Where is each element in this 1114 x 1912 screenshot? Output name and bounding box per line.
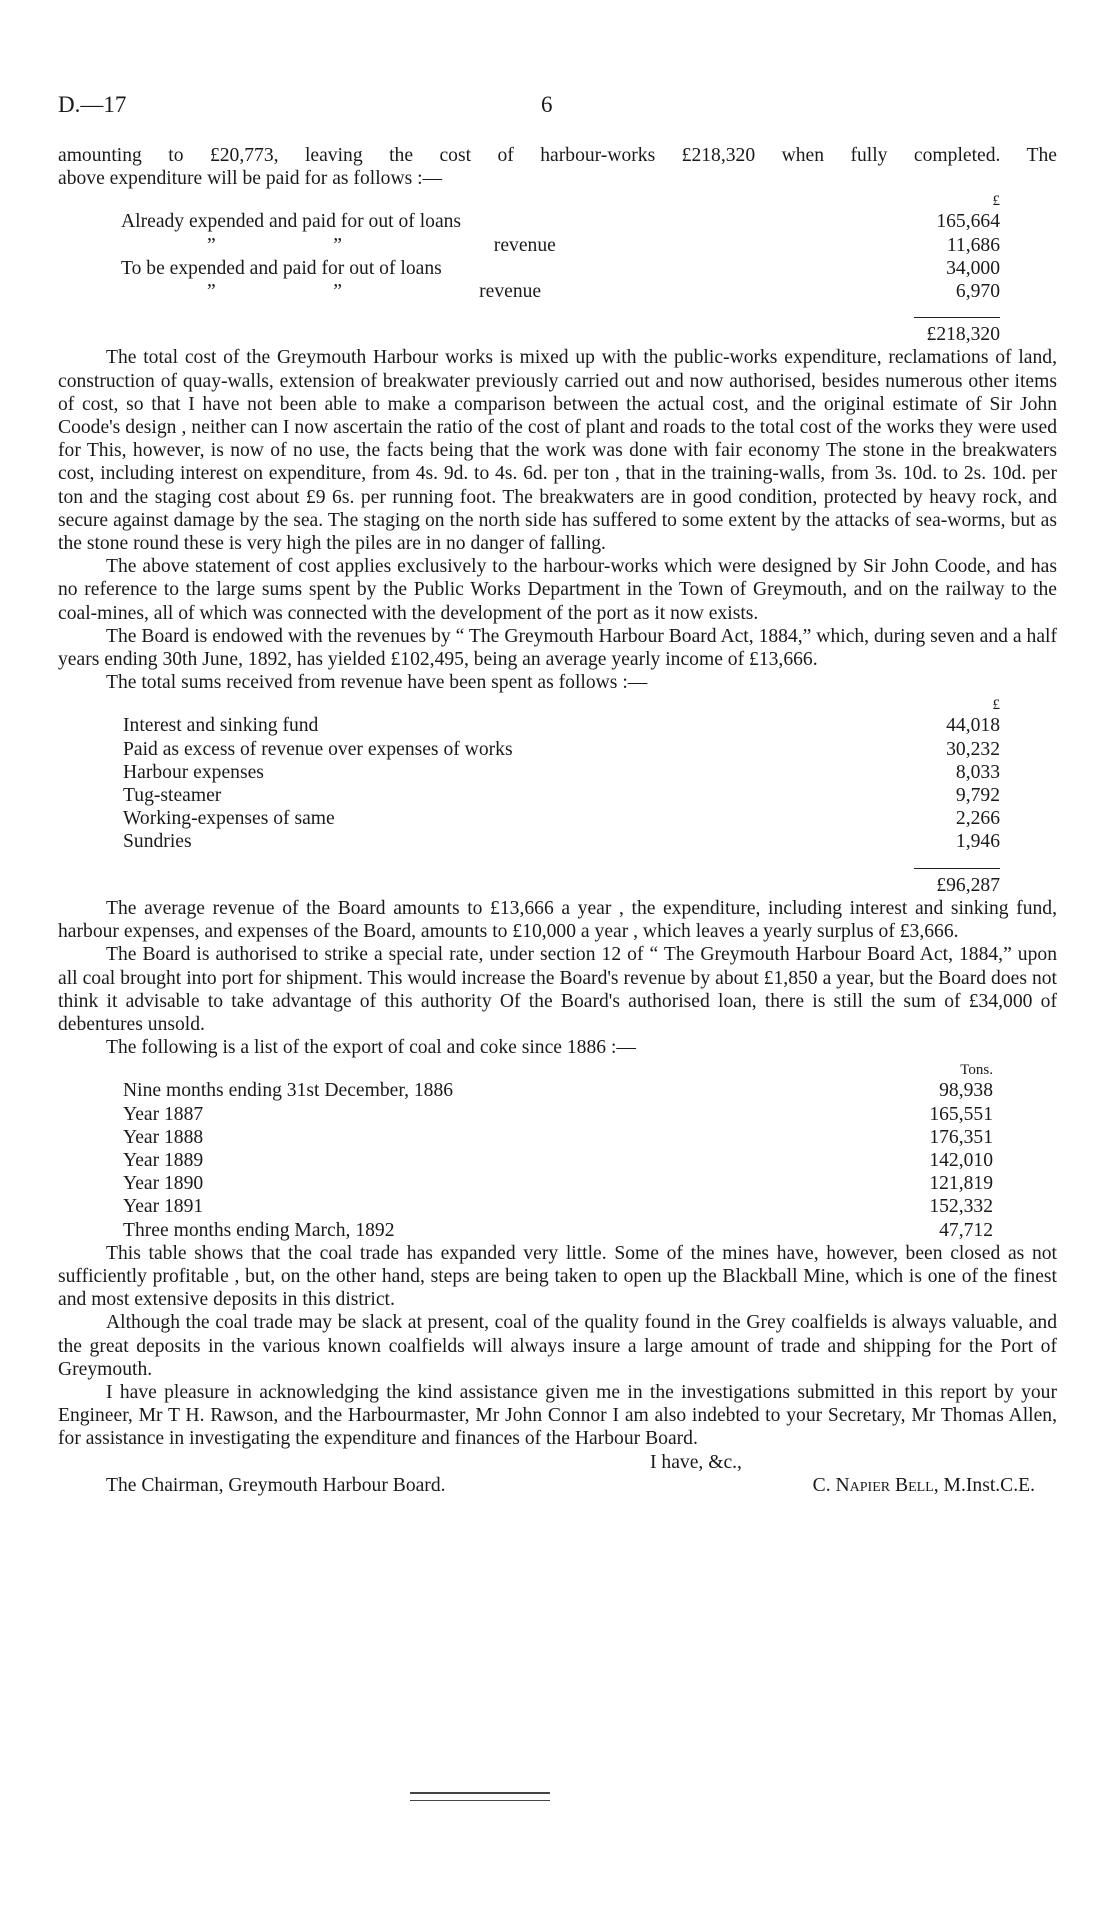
paragraph: The following is a list of the export of coal and coke since 1886 :— <box>106 1037 636 1059</box>
row-label: Year 1891 <box>123 1196 204 1218</box>
end-rule <box>410 1792 550 1801</box>
row-label: Harbour expenses <box>123 761 264 783</box>
row-amount: 44,018 <box>946 715 1000 737</box>
table-row <box>121 257 1000 280</box>
signature <box>813 1474 1035 1497</box>
table-row <box>123 1103 993 1126</box>
row-label: Year 1890 <box>123 1173 204 1195</box>
paragraph: I have pleasure in acknowledging the kind assistance given me in the investigations submitted in this report by your Engineer, Mr T H. Rawson, and the Harbourmaster, Mr John Connor I am also indebted to your Secretary, Mr Thomas Allen, for assistance in investigating the expenditure and finances of the Harbour Board. <box>58 1381 1057 1450</box>
table-row <box>121 234 1000 257</box>
row-label: To be expended and paid for out of loans <box>121 257 442 279</box>
row-amount: 8,033 <box>955 761 1000 783</box>
table-row <box>123 761 1000 784</box>
row-amount: 2,266 <box>955 808 1000 830</box>
table-row <box>123 738 1000 761</box>
row-label: Working-expenses of same <box>123 808 335 830</box>
paragraph: The Board is endowed with the revenues by “ The Greymouth Harbour Board Act, 1884,” which, during seven and a half years ending 30th June, 1892, has yielded £102,495, being an average yearly income of £13,666. <box>58 625 1057 671</box>
coal-export-table <box>123 1061 993 1241</box>
unit-header: Tons. <box>960 1062 993 1079</box>
row-label: Year 1889 <box>123 1149 204 1171</box>
revenue-table <box>123 696 1000 896</box>
paragraph: The average revenue of the Board amounts to £13,666 a year , the expenditure, including interest and sinking fund, harbour expenses, and expenses of the Board, amounts to £10,000 a year , which leaves a yearly surplus of £3,666. <box>58 897 1057 943</box>
document-reference: D.—17 <box>58 92 127 117</box>
row-amount: 6,970 <box>955 281 1000 303</box>
table-row <box>123 1079 993 1102</box>
row-amount: 142,010 <box>929 1149 993 1171</box>
table-row <box>121 280 1000 303</box>
signature-initial: C. <box>812 1474 836 1496</box>
table-row <box>123 1149 993 1172</box>
row-amount: 176,351 <box>929 1126 993 1148</box>
row-label: Year 1887 <box>123 1103 204 1125</box>
row-label: Sundries <box>123 831 192 853</box>
table-row <box>123 830 1000 853</box>
table-row <box>123 1126 993 1149</box>
row-amount: 165,664 <box>936 211 1000 233</box>
total-amount: £96,287 <box>914 868 1000 897</box>
table-row <box>123 784 1000 807</box>
addressee: The Chairman, Greymouth Harbour Board. <box>106 1474 446 1496</box>
closing-block <box>58 1451 1057 1497</box>
page-number: 6 <box>541 92 553 117</box>
signature-name: Napier Bell <box>835 1474 934 1496</box>
row-amount: 152,332 <box>929 1196 993 1218</box>
row-label: Year 1888 <box>123 1126 204 1148</box>
row-amount: 47,712 <box>939 1219 993 1241</box>
total-amount: £218,320 <box>914 317 1000 346</box>
paragraph: The Board is authorised to strike a special rate, under section 12 of “ The Greymouth Harbour Board Act, 1884,” upon all coal brought into port for shipment. This would increase the Board's revenue by about £1,850 a year, but the Board does not think it advisable to take advantage of this authority Of the Board's authorised loan, there is still the sum of £34,000 of debentures unsold. <box>58 944 1057 1035</box>
row-label: Paid as excess of revenue over expenses of works <box>123 738 513 760</box>
running-header <box>58 92 1056 122</box>
table-row <box>121 210 1000 233</box>
paragraph: The total sums received from revenue have been spent as follows :— <box>106 672 648 694</box>
paragraph: The total cost of the Greymouth Harbour works is mixed up with the public-works expenditure, reclamations of land, construction of quay-walls, extension of breakwater previously carried out and now authorised, besides numerous other items of cost, so that I have not been able to make a comparison between the actual cost, and the original estimate of Sir John Coode's design , neither can I now ascertain the ratio of the cost of plant and roads to the total cost of the works they were used for This, however, is now of no use, the facts being that the work was done with fair economy The stone in the breakwaters cost, including interest on expenditure, from 4s. 9d. to 4s. 6d. per ton , that in the training-walls, from 3s. 10d. to 2s. 10d. per ton and the staging cost about £9 6s. per running foot. The breakwaters are in good condition, protected by heavy rock, and secure against damage by the sea. The staging on the north side has suffered to some extent by the attacks of sea-worms, but as the stone round these is very high the piles are in no danger of falling. <box>58 347 1057 555</box>
row-label: Three months ending March, 1892 <box>123 1219 395 1241</box>
row-label: ” ” revenue <box>207 281 542 303</box>
table-row <box>123 1172 993 1195</box>
row-label: Tug-steamer <box>123 785 222 807</box>
body-text <box>58 144 1057 1497</box>
row-amount: 34,000 <box>946 257 1000 279</box>
table-row <box>123 714 1000 737</box>
row-amount: 98,938 <box>939 1080 993 1102</box>
table-row <box>123 1219 993 1242</box>
row-amount: 9,792 <box>955 785 1000 807</box>
paragraph: This table shows that the coal trade has expanded very little. Some of the mines have, however, been closed as not sufficiently profitable , but, on the other hand, steps are being taken to open up the Blackball Mine, which is one of the finest and most extensive deposits in this district. <box>58 1242 1057 1311</box>
signature-suffix: , M.Inst.C.E. <box>933 1474 1035 1496</box>
row-label: ” ” revenue <box>207 234 556 256</box>
table-row <box>123 807 1000 830</box>
row-label: Interest and sinking fund <box>123 715 319 737</box>
row-amount: 121,819 <box>929 1173 993 1195</box>
row-amount: 1,946 <box>955 831 1000 853</box>
paragraph: The above statement of cost applies exclusively to the harbour-works which were designed by Sir John Coode, and has no reference to the large sums spent by the Public Works Department in the Town of Greymouth, and on the railway to the coal-mines, all of which was connected with the development of the port as it now exists. <box>58 556 1057 624</box>
row-amount: 30,232 <box>946 738 1000 760</box>
row-label: Nine months ending 31st December, 1886 <box>123 1080 454 1102</box>
paragraph: Although the coal trade may be slack at present, coal of the quality found in the Grey coalfields is always valuable, and the great deposits in the various known coalfields will always insure a large amount of trade and shipping for the Port of Greymouth. <box>58 1312 1057 1380</box>
table-row <box>123 1195 993 1218</box>
unit-header: £ <box>992 193 1000 210</box>
complimentary-close: I have, &c., <box>650 1451 742 1473</box>
row-amount: 11,686 <box>946 234 1000 256</box>
row-amount: 165,551 <box>929 1103 993 1125</box>
total-row <box>121 303 1000 346</box>
expenditure-table <box>121 192 1000 346</box>
total-row <box>123 854 1000 897</box>
row-label: Already expended and paid for out of loans <box>121 211 462 233</box>
unit-header: £ <box>992 697 1000 714</box>
paragraph-line: amounting to £20,773, leaving the cost of harbour-works £218,320 when fully completed. The <box>58 145 1057 166</box>
paragraph-line: above expenditure will be paid for as follows :— <box>58 168 443 190</box>
